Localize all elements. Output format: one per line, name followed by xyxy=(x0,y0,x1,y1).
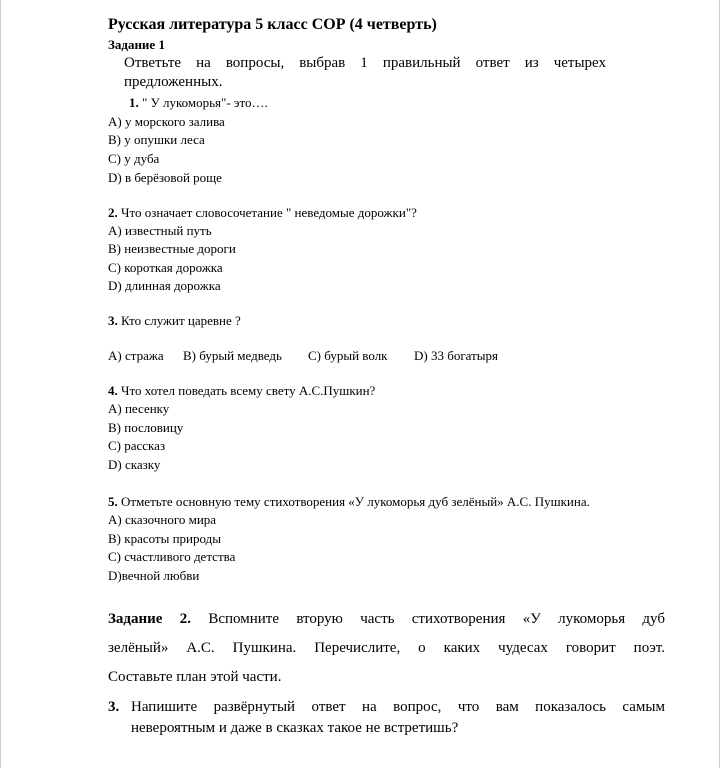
task2-line3: Составьте план этой части. xyxy=(108,669,282,685)
task2-label: Задание 2. xyxy=(108,611,192,627)
task3-line2: невероятным и даже в сказках такое не встретишь? xyxy=(131,720,459,736)
task1-heading: Задание 1 xyxy=(108,37,165,52)
question-5-text: Отметьте основную тему стихотворения «У лукоморья дуб зелёный» А.С. Пушкина. xyxy=(117,494,590,509)
q1-option-b: В) у опушки леса xyxy=(108,132,205,147)
task2-line1-text: Вспомните вторую часть стихотворения «У лукоморья дуб xyxy=(191,611,665,627)
q4-option-a: А) песенку xyxy=(108,401,170,416)
task2-line2: зелёный» А.С. Пушкина. Перечислите, о каких чудесах говорит поэт. xyxy=(108,640,665,656)
question-5 xyxy=(108,494,590,510)
question-2-number: 2. xyxy=(108,205,118,220)
task1-instruction-line2: предложенных. xyxy=(124,74,223,90)
q4-option-b: В) пословицу xyxy=(108,420,184,435)
question-1-text: " У лукоморья"- это…. xyxy=(138,95,268,110)
q1-option-d: D) в берёзовой роще xyxy=(108,170,222,185)
q2-option-d: D) длинная дорожка xyxy=(108,278,221,293)
q2-option-b: В) неизвестные дороги xyxy=(108,241,236,256)
page-title: Русская литература 5 класс СОР (4 четверть) xyxy=(108,16,437,33)
task2-line1 xyxy=(108,611,665,628)
question-3 xyxy=(108,313,241,329)
q3-option-d: D) 33 богатыря xyxy=(414,348,498,363)
question-4-text: Что хотел поведать всему свету А.С.Пушкин? xyxy=(117,383,376,398)
q4-option-d: D) сказку xyxy=(108,457,161,472)
q2-option-c: С) короткая дорожка xyxy=(108,260,223,275)
task3-line1: Напишите развёрнутый ответ на вопрос, что вам показалось самым xyxy=(131,699,665,715)
question-1 xyxy=(129,95,268,111)
question-3-text: Кто служит царевне ? xyxy=(117,313,241,328)
question-2-text: Что означает словосочетание " неведомые дорожки"? xyxy=(117,205,417,220)
question-1-number: 1. xyxy=(129,95,139,110)
q5-option-d: D)вечной любви xyxy=(108,568,200,583)
q5-option-c: С) счастливого детства xyxy=(108,549,236,564)
task3-number: 3. xyxy=(108,699,120,715)
question-2 xyxy=(108,205,417,221)
q3-option-b: В) бурый медведь xyxy=(183,348,282,363)
question-4-number: 4. xyxy=(108,383,118,398)
q2-option-a: А) известный путь xyxy=(108,223,212,238)
q5-option-b: В) красоты природы xyxy=(108,531,221,546)
question-4 xyxy=(108,383,375,399)
q1-option-a: А) у морского залива xyxy=(108,114,225,129)
q3-option-a: А) стража xyxy=(108,348,164,363)
task1-instruction-line1: Ответьте на вопросы, выбрав 1 правильный ответ из четырех xyxy=(124,55,606,71)
q1-option-c: С) у дуба xyxy=(108,151,160,166)
q3-option-c: С) бурый волк xyxy=(308,348,388,363)
q4-option-c: С) рассказ xyxy=(108,438,166,453)
q5-option-a: А) сказочного мира xyxy=(108,512,217,527)
question-3-number: 3. xyxy=(108,313,118,328)
question-5-number: 5. xyxy=(108,494,118,509)
